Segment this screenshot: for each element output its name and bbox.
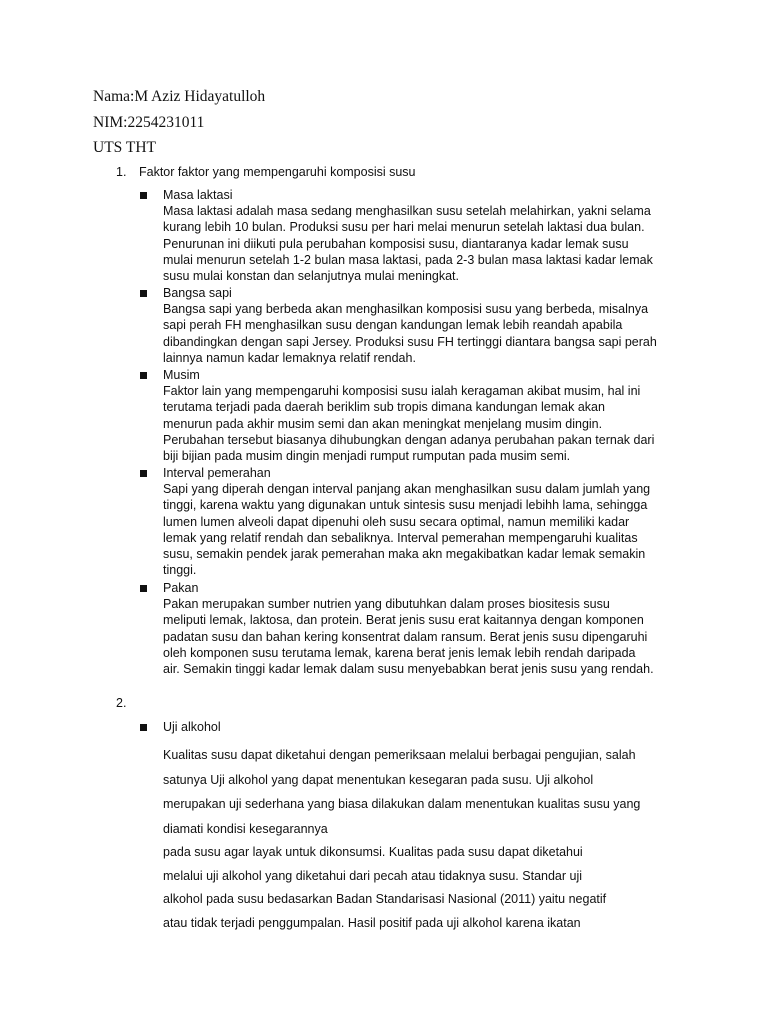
section-2-number: 2. — [116, 696, 127, 710]
list-item-paragraph — [163, 481, 678, 579]
list-item-title: Uji alkohol — [163, 720, 221, 734]
list-item-paragraph — [163, 596, 678, 677]
square-bullet-icon — [140, 470, 147, 477]
paragraph-line: lemak yang relatif rendah dan sebaliknya. Interval pemerahan mempengaruhi kualitas — [163, 530, 638, 545]
paragraph-line: kurang lebih 10 bulan. Produksi susu per hari melai menurun setelah laktasi dua bulan. — [163, 220, 645, 235]
list-item-title: Pakan — [163, 581, 199, 595]
uji-alkohol-paragraph-spaced — [163, 743, 683, 841]
student-nim: NIM:2254231011 — [93, 114, 205, 131]
paragraph-line: meliputi lemak, laktosa, dan protein. Berat jenis susu erat kaitannya dengan komponen — [163, 613, 644, 628]
paragraph-line: terutama terjadi pada daerah beriklim sub tropis dimana kandungan lemak akan — [163, 400, 605, 415]
paragraph-line: Sapi yang diperah dengan interval panjang akan menghasilkan susu dalam jumlah yang — [163, 482, 651, 496]
paragraph-line: Masa laktasi adalah masa sedang menghasilkan susu setelah melahirkan, yakni selama — [163, 204, 651, 218]
paragraph-line: Kualitas susu dapat diketahui dengan pemeriksaan melalui berbagai pengujian, salah — [163, 748, 636, 762]
student-name: Nama:M Aziz Hidayatulloh — [93, 88, 266, 105]
paragraph-line: tinggi. — [163, 563, 197, 578]
paragraph-line: pada susu agar layak untuk dikonsumsi. Kualitas pada susu dapat diketahui — [163, 845, 583, 859]
paragraph-line: sapi perah FH menghasilkan susu dengan kandungan lemak lebih reandah apabila — [163, 318, 623, 333]
paragraph-line: menurun pada akhir musim semi dan akan meningkat menjelang musim dingin. — [163, 416, 603, 431]
list-item-paragraph — [163, 301, 678, 366]
paragraph-line: Penurunan ini diikuti pula perubahan komposisi susu, diantaranya kadar lemak susu — [163, 236, 629, 251]
section-1-title: Faktor faktor yang mempengaruhi komposisi susu — [139, 165, 416, 179]
paragraph-line: alkohol pada susu bedasarkan Badan Standarisasi Nasional (2011) yaitu negatif — [163, 892, 607, 906]
section-1-number: 1. — [116, 165, 127, 179]
paragraph-line: Faktor lain yang mempengaruhi komposisi susu ialah keragaman akibat musim, hal ini — [163, 384, 641, 398]
paragraph-line: dibandingkan dengan sapi Jersey. Produksi susu FH tertinggi diantara bangsa sapi perah — [163, 334, 657, 349]
list-item-title: Interval pemerahan — [163, 466, 271, 480]
square-bullet-icon — [140, 192, 147, 199]
list-item-paragraph — [163, 383, 678, 464]
paragraph-line: atau tidak terjadi penggumpalan. Hasil positif pada uji alkohol karena ikatan — [163, 915, 581, 930]
paragraph-line: merupakan uji sederhana yang biasa dilakukan dalam menentukan kualitas susu yang — [163, 797, 641, 811]
list-item-paragraph — [163, 203, 678, 284]
paragraph-line: lumen lumen alveoli dapat dipenuhi oleh susu secara optimal, namun memiliki kadar — [163, 514, 630, 529]
exam-title: UTS THT — [93, 139, 157, 156]
list-item-title: Bangsa sapi — [163, 286, 232, 300]
paragraph-line: Pakan merupakan sumber nutrien yang dibutuhkan dalam proses biositesis susu — [163, 597, 610, 611]
paragraph-line: Bangsa sapi yang berbeda akan menghasilkan komposisi susu yang berbeda, misalnya — [163, 302, 649, 316]
paragraph-line: padatan susu dan bahan kering konsentrat dalam ransum. Berat jenis susu dipengaruhi — [163, 629, 648, 644]
paragraph-line: melalui uji alkohol yang diketahui dari pecah atau tidaknya susu. Standar uji — [163, 868, 583, 883]
paragraph-line: satunya Uji alkohol yang dapat menentukan kesegaran pada susu. Uji alkohol — [163, 772, 594, 787]
square-bullet-icon — [140, 724, 147, 731]
paragraph-line: biji bijian pada musim dingin menjadi rumput rumputan pada musim semi. — [163, 449, 571, 464]
square-bullet-icon — [140, 372, 147, 379]
square-bullet-icon — [140, 290, 147, 297]
paragraph-line: diamati kondisi kesegarannya — [163, 821, 328, 836]
paragraph-line: tinggi, karena waktu yang digunakan untuk sintesis susu menjadi lebihh lama, sehingga — [163, 498, 648, 513]
paragraph-line: oleh komponen susu terutama lemak, karena berat jenis lemak lebih rendah daripada — [163, 645, 636, 660]
paragraph-line: susu, semakin pendek jarak pemerahan maka akn megakibatkan kadar lemak semakin — [163, 547, 646, 562]
paragraph-line: air. Semakin tinggi kadar lemak dalam susu menyebabkan berat jenis susu yang rendah. — [163, 662, 654, 677]
paragraph-line: mulai menurun setelah 1-2 bulan masa laktasi, pada 2-3 bulan masa laktasi kadar lemak — [163, 252, 653, 267]
paragraph-line: Perubahan tersebut biasanya dihubungkan dengan adanya perubahan pakan ternak dari — [163, 432, 655, 447]
paragraph-line: susu mulai konstan dan selanjutnya mulai meningkat. — [163, 269, 460, 284]
list-item-title: Musim — [163, 368, 200, 382]
list-item-title: Masa laktasi — [163, 188, 233, 202]
uji-alkohol-paragraph — [163, 841, 683, 935]
paragraph-line: lainnya namun kadar lemaknya relatif rendah. — [163, 350, 416, 365]
square-bullet-icon — [140, 585, 147, 592]
